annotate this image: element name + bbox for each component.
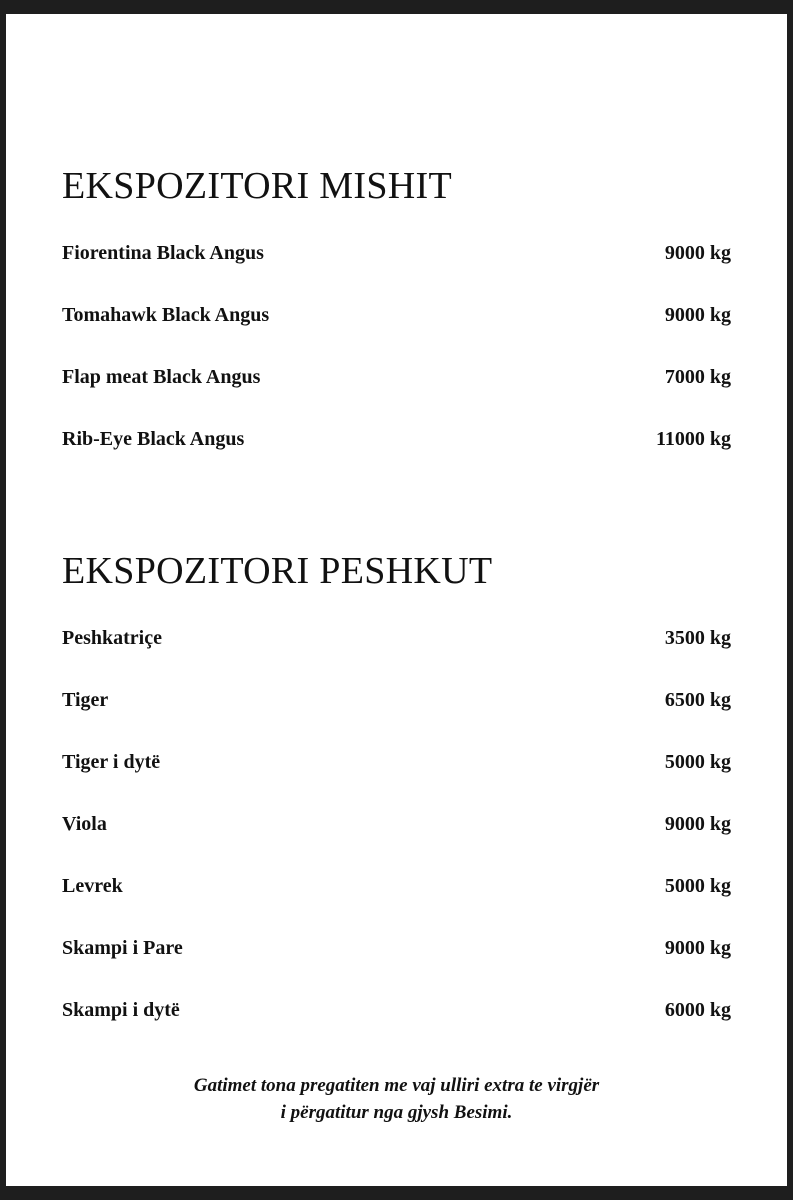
item-name: Fiorentina Black Angus <box>62 242 264 264</box>
meat-section-title: EKSPOZITORI MISHIT <box>62 165 452 207</box>
item-price: 5000 kg <box>664 751 731 773</box>
item-name: Flap meat Black Angus <box>62 366 261 388</box>
item-price: 9000 kg <box>664 813 731 835</box>
item-price: 6500 kg <box>664 689 731 711</box>
item-name: Tiger <box>62 689 109 711</box>
meat-items <box>62 241 731 489</box>
item-price: 9000 kg <box>664 937 731 959</box>
item-name: Viola <box>62 813 107 835</box>
menu-item <box>62 855 731 917</box>
item-name: Tiger i dytë <box>62 751 161 773</box>
item-name: Skampi i dytë <box>62 999 180 1021</box>
menu-item <box>62 793 731 855</box>
menu-item <box>62 607 731 669</box>
menu-item <box>62 284 731 346</box>
menu-item <box>62 222 731 284</box>
footer-line-2: i përgatitur nga gjysh Besimi. <box>280 1102 513 1123</box>
item-price: 6000 kg <box>664 999 731 1021</box>
item-name: Peshkatriçe <box>62 627 162 649</box>
item-price: 9000 kg <box>664 304 731 326</box>
item-price: 7000 kg <box>664 366 731 388</box>
item-name: Rib-Eye Black Angus <box>62 428 245 450</box>
footer-line-1: Gatimet tona pregatiten me vaj ulliri extra te virgjër <box>193 1075 600 1096</box>
item-price: 11000 kg <box>655 428 731 450</box>
menu-item <box>62 346 731 408</box>
item-price: 9000 kg <box>664 242 731 264</box>
fish-items <box>62 626 731 1060</box>
item-name: Skampi i Pare <box>62 937 183 959</box>
meat-section <box>62 164 731 489</box>
fish-section <box>62 549 731 1060</box>
fish-section-title: EKSPOZITORI PESHKUT <box>62 550 493 592</box>
menu-item <box>62 917 731 979</box>
item-name: Levrek <box>62 875 123 897</box>
footer-note <box>6 1072 787 1126</box>
menu-page <box>6 14 787 1186</box>
item-price: 5000 kg <box>664 875 731 897</box>
item-name: Tomahawk Black Angus <box>62 304 270 326</box>
menu-item <box>62 979 731 1041</box>
menu-item <box>62 731 731 793</box>
menu-item <box>62 408 731 470</box>
item-price: 3500 kg <box>664 627 731 649</box>
menu-item <box>62 669 731 731</box>
